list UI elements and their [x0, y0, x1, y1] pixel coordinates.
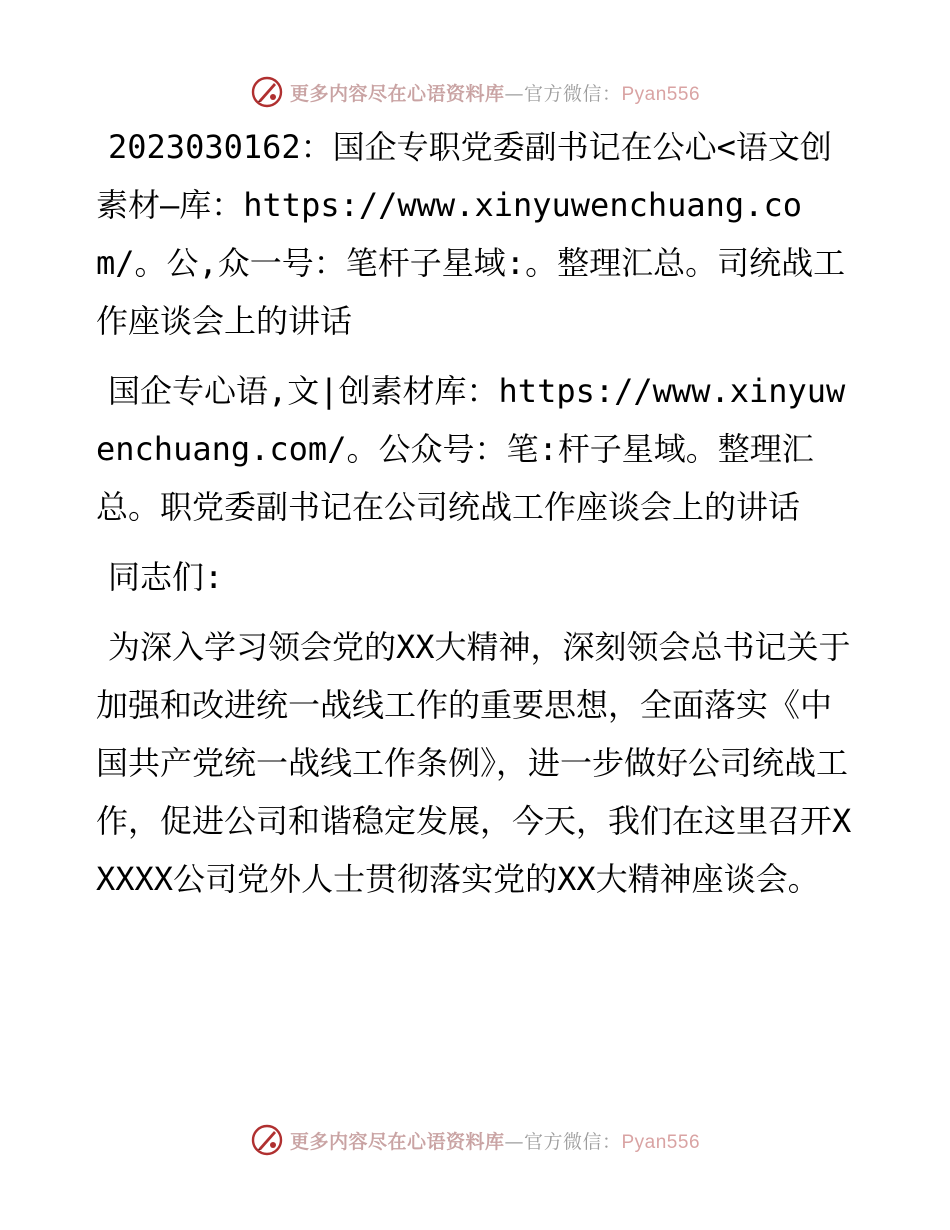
header-watermark	[0, 72, 950, 112]
footer-watermark	[0, 1120, 950, 1160]
paragraph: 2023030162：国企专职党委副书记在公心<语文创素材—库：https://www.xinyuwenchuang.com/。公,众一号：笔杆子星域:。整理汇总。司统战工作座谈会上的讲话	[96, 128, 846, 340]
paragraph: 同志们:	[108, 558, 224, 596]
watermark-site-text: 更多内容尽在心语资料库	[289, 82, 505, 105]
watermark-label: 官方微信：	[523, 1130, 622, 1153]
quill-logo-icon	[250, 75, 284, 109]
watermark-separator: —	[504, 82, 524, 105]
watermark-separator: —	[504, 1130, 524, 1153]
paragraph: 国企专心语,文|创素材库：https://www.xinyuwenchuang.com/。公众号：笔:杆子星域。整理汇总。职党委副书记在公司统战工作座谈会上的讲话	[96, 372, 846, 526]
watermark-site-text: 更多内容尽在心语资料库	[289, 1130, 505, 1153]
watermark-label: 官方微信：	[523, 82, 622, 105]
document-body	[96, 118, 856, 920]
paragraph: 为深入学习领会党的XX大精神，深刻领会总书记关于加强和改进统一战线工作的重要思想，全面落实《中国共产党统一战线工作条例》，进一步做好公司统战工作，促进公司和谐稳定发展，今天，我们在这里召开XXXXX公司党外人士贯彻落实党的XX大精神座谈会。	[96, 628, 852, 898]
watermark-wechat-id: Pyan556	[621, 83, 701, 105]
quill-logo-icon	[250, 1123, 284, 1157]
watermark-wechat-id: Pyan556	[621, 1131, 701, 1153]
